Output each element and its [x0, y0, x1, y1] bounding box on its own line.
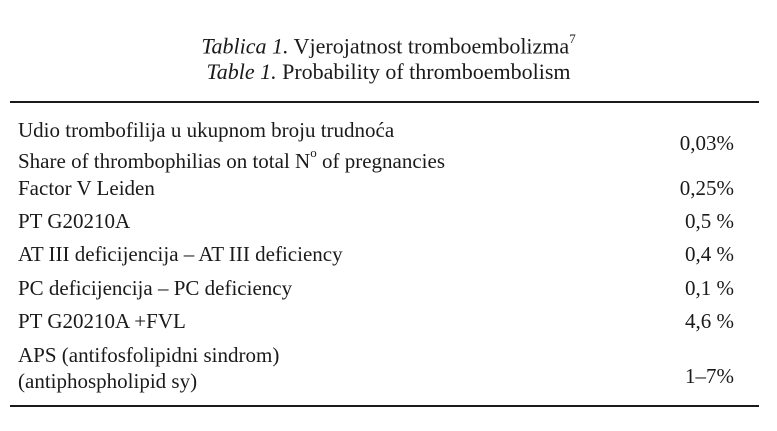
table-row — [18, 117, 734, 173]
row-value: 0,1 % — [685, 276, 734, 300]
row-label: Factor V Leiden — [18, 176, 155, 200]
row-value: 0,03% — [679, 131, 734, 155]
table-row — [18, 275, 734, 301]
caption-title-english: Probability of thromboembolism — [276, 59, 571, 84]
row-value: 0,25% — [679, 176, 734, 200]
row-label-line: Share of thrombophilias on total $N^o$ of pregnancies — [18, 145, 445, 173]
table-row — [18, 208, 734, 234]
row-label: PT G20210A +FVL — [18, 309, 186, 333]
table-row — [18, 342, 734, 394]
row-value: 0,4 % — [685, 242, 734, 266]
table-row — [18, 241, 734, 267]
row-label-line: APS (antifosfolipidni sindrom) — [18, 343, 280, 367]
row-value: 4,6 % — [685, 309, 734, 333]
row-label: PT G20210A — [18, 209, 131, 233]
row-label — [18, 342, 279, 394]
caption-label-english: Table 1. — [206, 59, 277, 84]
table-top-rule — [10, 101, 759, 103]
row-label: PC deficijencija – PC deficiency — [18, 276, 293, 300]
caption-title-croatian: Vjerojatnost tromboembolizma — [288, 33, 570, 59]
row-value: 1–7% — [685, 364, 734, 388]
row-label — [18, 117, 445, 174]
table-row — [18, 308, 734, 334]
row-label: AT III deficijencija – AT III deficiency — [18, 242, 343, 266]
row-label-line: (antiphospholipid sy) — [18, 369, 198, 393]
row-label-line: Udio trombofilija u ukupnom broju trudnoća — [18, 118, 395, 142]
caption-label-croatian: Tablica 1. — [201, 33, 289, 59]
table-bottom-rule — [10, 405, 759, 407]
table-caption-english — [0, 57, 777, 87]
caption-reference: 7 — [569, 31, 576, 46]
table-row — [18, 175, 734, 201]
row-value: 0,5 % — [685, 209, 734, 233]
